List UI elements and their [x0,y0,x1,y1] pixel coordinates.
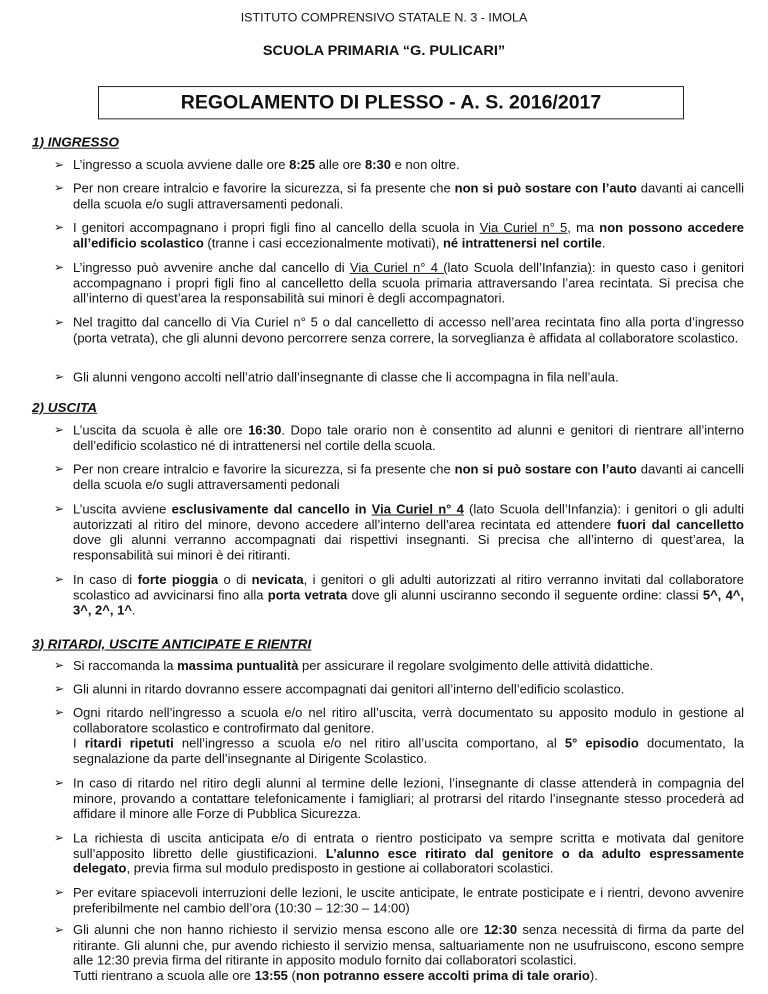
arrow-bullet-icon: ➢ [54,501,65,516]
arrow-bullet-icon: ➢ [54,180,65,195]
arrow-bullet-icon: ➢ [54,705,65,720]
institute-header: ISTITUTO COMPRENSIVO STATALE N. 3 - IMOLA [240,10,528,25]
arrow-bullet-icon: ➢ [54,658,65,673]
arrow-bullet-icon: ➢ [54,220,65,234]
arrow-bullet-icon: ➢ [54,315,65,329]
section-heading-ingresso: 1) INGRESSO [32,135,120,150]
arrow-bullet-icon: ➢ [54,775,65,790]
arrow-bullet-icon: ➢ [54,157,65,172]
arrow-bullet-icon: ➢ [54,922,65,937]
section-heading-ritardi: 3) RITARDI, USCITE ANTICIPATE E RIENTRI [32,636,312,652]
arrow-bullet-icon: ➢ [54,461,65,476]
section-heading-uscita: 2) USCITA [32,400,98,415]
arrow-bullet-icon: ➢ [54,369,65,384]
arrow-bullet-icon: ➢ [54,681,65,696]
arrow-bullet-icon: ➢ [54,260,65,274]
document-page: ISTITUTO COMPRENSIVO STATALE N. 3 - IMOLA SCUOLA PRIMARIA “G. PULICARI” REGOLAMENTO DI PLESSO - A. S. 2016/2017 1) INGRESSO ➢ L’ingresso a scuola avviene dalle ore 8:25 alle ore 8:30 e non oltre. ➢ Per non creare intralcio e favorire la sicurezza, si fa presente che non si può sostare con l’auto davanti ai cancelli della scuola e/o sugli attraversamenti pedonali. ➢ I genitori accompagnano i propri figli fino al cancello della scuola in Via Curiel n° 5, ma non possono accedere all’edificio scolastico (tranne i casi eccezionalmente motivati), né intrattenersi nel cortile. ➢ L’ingresso può avvenire anche dal cancello di Via Curiel n° 4 (lato Scuola dell’Infanzia): in questo caso i genitori accompagnano i propri figli fino al cancelletto della scuola primaria attraversando l’area recintata. Si precisa che all’interno di quest’area la responsabilità sui minori è degli accompagnatori. ➢ Nel tragitto dal cancello di Via Curiel n° 5 o dal cancelletto di accesso nell’area recintata fino alla porta d’ingresso (porta vetrata), che gli alunni devono percorrere senza correre, la sorveglianza è affidata al collaboratore scolastico. ➢ Gli alunni vengono accolti nell’atrio dall’insegnante di classe che li accompagna in fila nell’aula. 2) USCITA ➢ L’uscita da scuola è alle ore 16:30. Dopo tale orario non è consentito ad alunni e genitori di rientrare all’interno dell’edificio scolastico né di intrattenersi nel cortile della scuola. ➢ Per non creare intralcio e favorire la sicurezza, si fa presente che non si può sostare con l’auto davanti ai cancelli della scuola e/o sugli attraversamenti pedonali ➢ L’uscita avviene esclusivamente dal cancello in Via Curiel n° 4 (lato Scuola dell’Infanzia): i genitori o gli adulti autorizzati al ritiro del minore, devono accedere all’interno dell’area recintata ed attendere fuori dal cancelletto dove gli alunni verranno accompagnati dai rispettivi insegnanti. Si precisa che all’interno di quest’area, la responsabilità sui minori è dei ritiranti. ➢ In caso di forte pioggia o di nevicata, i genitori o gli adulti autorizzati al ritiro verranno invitati dal collaboratore scolastico ad avvicinarsi fino alla porta vetrata dove gli alunni usciranno secondo il seguente ordine: classi 5^, 4^, 3^, 2^, 1^. 3) RITARDI, USCITE ANTICIPATE E RIENTRI ➢ Si raccomanda la massima puntualità per assicurare il regolare svolgimento delle attività didattiche. ➢ Gli alunni in ritardo dovranno essere accompagnati dai genitori all’interno dell’edificio scolastico. ➢ Ogni ritardo nell’ingresso a scuola e/o nel ritiro all’uscita, verrà documentato su apposito modulo in gestione al collaboratore scolastico e controfirmato dal genitore. I ritardi ripetuti nell’ingresso a scuola e/o nel ritiro all’uscita comportano, al 5° episodio documentato, la segnalazione da parte dell’insegnante al Dirigente Scolastico. ➢ In caso di ritardo nel ritiro degli alunni al termine delle lezioni, l’insegnante di classe attenderà in compagnia del minore, provando a contattare telefonicamente i famigliari; al protrarsi del ritardo l’insegnante stesso procederà ad affidare il minore alle Forze di Pubblica Sicurezza. ➢ La richiesta di uscita anticipata e/o di entrata o rientro posticipato va sempre scritta e motivata dal genitore sull’apposito libretto delle giustificazioni. L’alunno esce ritirato dal genitore o da adulto espressamente delegato, previa firma sul modulo predisposto in gestione ai collaboratori scolastici. ➢ Per evitare spiacevoli interruzioni delle lezioni, le uscite anticipate, le entrate posticipate e i rientri, devono avvenire preferibilmente nel cambio dell’ora (10:30 – 12:30 – 14:00) ➢ Gli alunni che non hanno richiesto il servizio mensa escono alle ore 12:30 senza necessità di firma da parte del ritirante. Gli alunni che, pur avendo richiesto il servizio mensa, saltuariamente non ne usufruiscono, escono sempre alle 12:30 previa firma del ritirante in apposito modulo fornito dai collaboratori scolastici. Tutti rientrano a scuola alle ore 13:55 (non potranno essere accolti prima di tale orario). [0,0,768,972]
arrow-bullet-icon: ➢ [54,422,65,437]
arrow-bullet-icon: ➢ [54,885,65,900]
document-title-box [98,86,684,119]
document-title: REGOLAMENTO DI PLESSO - A. S. 2016/2017 [180,91,602,113]
school-name: SCUOLA PRIMARIA “G. PULICARI” [262,43,506,59]
arrow-bullet-icon: ➢ [54,572,65,586]
arrow-bullet-icon: ➢ [54,830,65,845]
